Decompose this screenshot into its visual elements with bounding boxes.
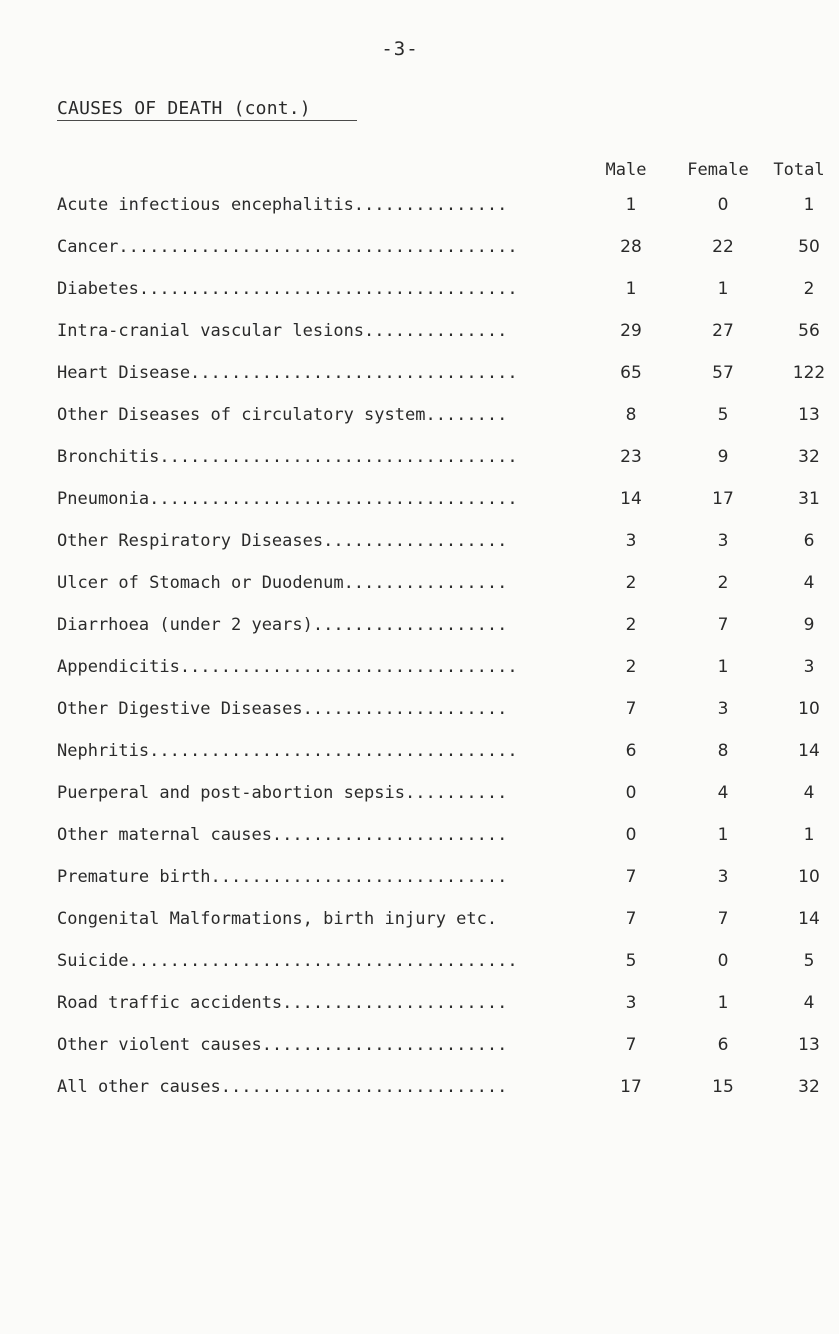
- male-count: 0: [625, 783, 637, 803]
- table-row: [57, 447, 820, 473]
- male-count: 65: [620, 363, 642, 383]
- cause-label: Other maternal causes.......................: [57, 825, 508, 845]
- title-underline: [57, 120, 357, 121]
- table-row: [57, 321, 820, 347]
- total-count: 32: [798, 1077, 820, 1097]
- table-row: [57, 237, 820, 263]
- column-header-male: Male: [605, 160, 647, 180]
- male-count: 23: [620, 447, 642, 467]
- male-count: 7: [625, 699, 637, 719]
- female-count: 27: [712, 321, 734, 341]
- cause-label: Acute infectious encephalitis...............: [57, 195, 508, 215]
- female-count: 15: [712, 1077, 734, 1097]
- cause-label: Ulcer of Stomach or Duodenum................: [57, 573, 508, 593]
- cause-label: Appendicitis.................................: [57, 657, 518, 677]
- table-row: [57, 741, 820, 767]
- male-count: 7: [625, 867, 637, 887]
- male-count: 2: [625, 657, 637, 677]
- male-count: 2: [625, 573, 637, 593]
- total-count: 2: [803, 279, 815, 299]
- cause-label: Puerperal and post-abortion sepsis..........: [57, 783, 508, 803]
- male-count: 14: [620, 489, 642, 509]
- female-count: 9: [717, 447, 729, 467]
- total-count: 122: [792, 363, 826, 383]
- female-count: 2: [717, 573, 729, 593]
- total-count: 50: [798, 237, 820, 257]
- table-row: [57, 405, 820, 431]
- cause-label: Other Digestive Diseases....................: [57, 699, 508, 719]
- male-count: 17: [620, 1077, 642, 1097]
- total-count: 4: [803, 573, 815, 593]
- table-row: [57, 699, 820, 725]
- female-count: 17: [712, 489, 734, 509]
- female-count: 1: [717, 825, 729, 845]
- male-count: 28: [620, 237, 642, 257]
- female-count: 1: [717, 279, 729, 299]
- table-row: [57, 1035, 820, 1061]
- table-row: [57, 531, 815, 557]
- cause-label: Other Respiratory Diseases..................: [57, 531, 508, 551]
- total-count: 6: [803, 531, 815, 551]
- total-count: 14: [798, 741, 820, 761]
- male-count: 0: [625, 825, 637, 845]
- total-count: 9: [803, 615, 815, 635]
- column-header-total: Total: [773, 160, 825, 180]
- female-count: 3: [717, 699, 729, 719]
- male-count: 7: [625, 1035, 637, 1055]
- male-count: 5: [625, 951, 637, 971]
- table-row: [57, 279, 815, 305]
- cause-label: Other Diseases of circulatory system........: [57, 405, 508, 425]
- female-count: 3: [717, 531, 729, 551]
- male-count: 29: [620, 321, 642, 341]
- cause-label: Nephritis....................................: [57, 741, 518, 761]
- cause-label: Diabetes.....................................: [57, 279, 518, 299]
- male-count: 8: [625, 405, 637, 425]
- female-count: 57: [712, 363, 734, 383]
- total-count: 4: [803, 993, 815, 1013]
- table-row: [57, 573, 815, 599]
- cause-label: All other causes............................: [57, 1077, 508, 1097]
- female-count: 1: [717, 657, 729, 677]
- female-count: 6: [717, 1035, 729, 1055]
- table-row: [57, 1077, 820, 1103]
- table-row: [57, 489, 820, 515]
- table-row: [57, 195, 815, 221]
- total-count: 3: [803, 657, 815, 677]
- table-row: [57, 867, 820, 893]
- total-count: 13: [798, 405, 820, 425]
- female-count: 7: [717, 909, 729, 929]
- table-row: [57, 825, 815, 851]
- table-row: [57, 363, 826, 389]
- table-row: [57, 993, 815, 1019]
- male-count: 3: [625, 531, 637, 551]
- male-count: 6: [625, 741, 637, 761]
- male-count: 1: [625, 279, 637, 299]
- male-count: 2: [625, 615, 637, 635]
- female-count: 0: [717, 195, 729, 215]
- page-number: -3-: [381, 38, 419, 60]
- total-count: 10: [798, 699, 820, 719]
- total-count: 13: [798, 1035, 820, 1055]
- cause-label: Bronchitis...................................: [57, 447, 518, 467]
- male-count: 1: [625, 195, 637, 215]
- female-count: 1: [717, 993, 729, 1013]
- female-count: 4: [717, 783, 729, 803]
- male-count: 3: [625, 993, 637, 1013]
- female-count: 22: [712, 237, 734, 257]
- total-count: 4: [803, 783, 815, 803]
- cause-label: Cancer.......................................: [57, 237, 518, 257]
- total-count: 1: [803, 195, 815, 215]
- table-row: [57, 951, 815, 977]
- cause-label: Road traffic accidents......................: [57, 993, 508, 1013]
- female-count: 5: [717, 405, 729, 425]
- female-count: 0: [717, 951, 729, 971]
- cause-label: Diarrhoea (under 2 years)...................: [57, 615, 508, 635]
- column-header-female: Female: [687, 160, 749, 180]
- cause-label: Other violent causes........................: [57, 1035, 508, 1055]
- total-count: 32: [798, 447, 820, 467]
- total-count: 31: [798, 489, 820, 509]
- total-count: 1: [803, 825, 815, 845]
- female-count: 8: [717, 741, 729, 761]
- cause-label: Pneumonia....................................: [57, 489, 518, 509]
- female-count: 3: [717, 867, 729, 887]
- total-count: 5: [803, 951, 815, 971]
- cause-label: Heart Disease................................: [57, 363, 518, 383]
- total-count: 56: [798, 321, 820, 341]
- total-count: 14: [798, 909, 820, 929]
- cause-label: Intra-cranial vascular lesions..............: [57, 321, 508, 341]
- table-row: [57, 657, 815, 683]
- table-row: [57, 615, 815, 641]
- section-title: CAUSES OF DEATH (cont.): [57, 98, 311, 119]
- table-row: [57, 909, 820, 935]
- cause-label: Premature birth.............................: [57, 867, 508, 887]
- male-count: 7: [625, 909, 637, 929]
- female-count: 7: [717, 615, 729, 635]
- table-row: [57, 783, 815, 809]
- total-count: 10: [798, 867, 820, 887]
- cause-label: Congenital Malformations, birth injury etc.: [57, 909, 498, 929]
- cause-label: Suicide......................................: [57, 951, 518, 971]
